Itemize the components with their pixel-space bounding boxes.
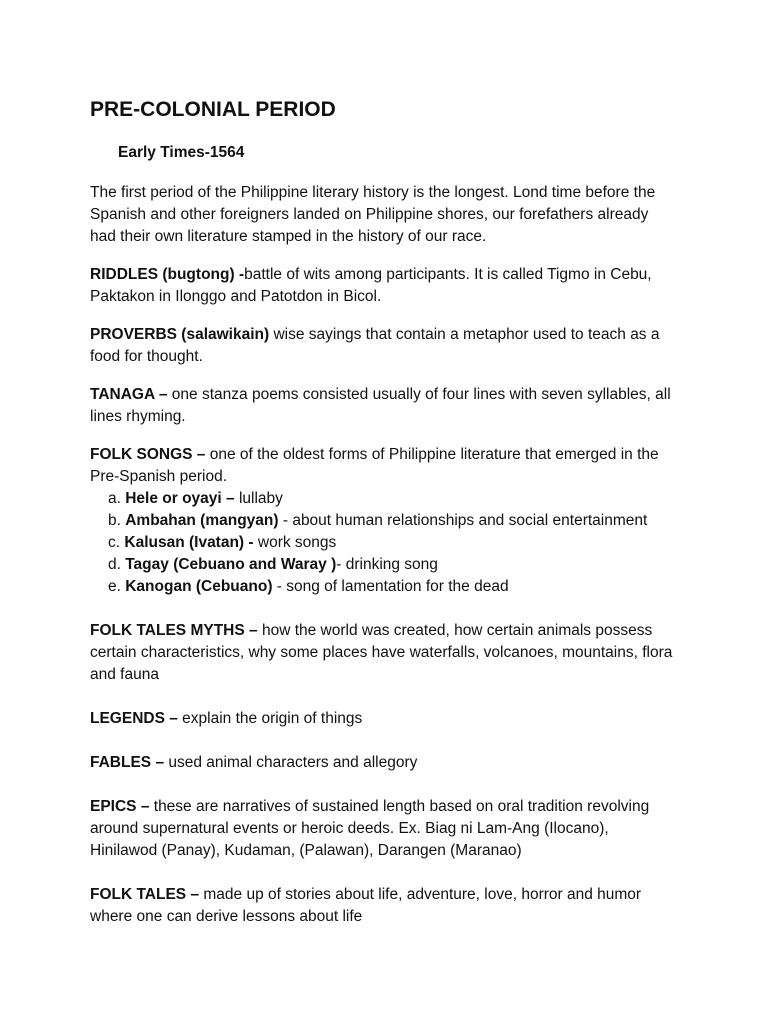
- list-item-letter: b.: [108, 512, 126, 529]
- riddles-term: RIDDLES (bugtong) -: [90, 266, 245, 283]
- legends-text: explain the origin of things: [177, 710, 363, 727]
- tanaga-text: one stanza poems consisted usually of four lines with seven syllables, all lines rhyming.: [90, 386, 671, 425]
- intro-paragraph: The first period of the Philippine literary history is the longest. Lond time before the Spanish and other foreigners landed on Philippine shores, our forefathers already had their own literature stamped in the history of our race.: [90, 184, 656, 245]
- page-subtitle: Early Times-1564: [118, 144, 245, 161]
- fables-paragraph: [90, 752, 678, 774]
- list-item-letter: d.: [108, 556, 126, 573]
- list-item-text: - about human relationships and social entertainment: [278, 512, 648, 529]
- list-item-text: lullaby: [234, 490, 283, 507]
- list-item-term: Kalusan (Ivatan) -: [124, 534, 254, 551]
- riddles-text: battle of wits among participants. It is called Tigmo in Cebu, Paktakon in Ilonggo and Patotdon in Bicol.: [90, 266, 652, 305]
- folk-tales-myths-paragraph: [90, 620, 678, 686]
- list-item: [108, 510, 678, 532]
- proverbs-paragraph: [90, 324, 678, 368]
- page-title: PRE-COLONIAL PERIOD: [90, 98, 336, 121]
- list-item-term: Ambahan (mangyan): [125, 512, 279, 529]
- list-item-term: Kanogan (Cebuano): [125, 578, 273, 595]
- folk-tales-myths-text: how the world was created, how certain animals possess certain characteristics, why some places have waterfalls, volcanoes, mountains, flora and fauna: [90, 622, 673, 683]
- epics-text: these are narratives of sustained length based on oral tradition revolving around supernatural events or heroic deeds. Ex. Biag ni Lam-Ang (Ilocano), Hinilawod (Panay), Kudaman, (Palawan), Darangen (Maranao): [90, 798, 650, 859]
- tanaga-term: TANAGA –: [90, 386, 168, 403]
- folk-tales-myths-term: FOLK TALES MYTHS –: [90, 622, 258, 639]
- list-item-text: - song of lamentation for the dead: [272, 578, 509, 595]
- epics-paragraph: [90, 796, 678, 862]
- list-item-letter: e.: [108, 578, 126, 595]
- proverbs-text: wise sayings that contain a metaphor used to teach as a food for thought.: [90, 326, 660, 365]
- folk-tales-text: made up of stories about life, adventure, love, horror and humor where one can derive lessons about life: [90, 886, 642, 925]
- legends-paragraph: [90, 708, 678, 730]
- epics-term: EPICS –: [90, 798, 150, 815]
- list-item-letter: a.: [108, 490, 126, 507]
- folk-tales-paragraph: [90, 884, 678, 928]
- list-item: [108, 554, 678, 576]
- fables-text: used animal characters and allegory: [164, 754, 418, 771]
- folk-songs-list: [90, 488, 678, 598]
- list-item-term: Hele or oyayi –: [125, 490, 235, 507]
- list-item-letter: c.: [108, 534, 125, 551]
- list-item-term: Tagay (Cebuano and Waray ): [125, 556, 337, 573]
- list-item-text: work songs: [253, 534, 337, 551]
- proverbs-term: PROVERBS (salawikain): [90, 326, 270, 343]
- legends-term: LEGENDS –: [90, 710, 178, 727]
- folk-songs-paragraph: [90, 444, 678, 488]
- tanaga-paragraph: [90, 384, 678, 428]
- fables-term: FABLES –: [90, 754, 165, 771]
- list-item: [108, 576, 678, 598]
- list-item-text: - drinking song: [336, 556, 438, 573]
- list-item: [108, 532, 678, 554]
- list-item: [108, 488, 678, 510]
- folk-songs-term: FOLK SONGS –: [90, 446, 206, 463]
- riddles-paragraph: [90, 264, 678, 308]
- folk-songs-text: one of the oldest forms of Philippine literature that emerged in the Pre-Spanish period.: [90, 446, 659, 485]
- folk-tales-term: FOLK TALES –: [90, 886, 200, 903]
